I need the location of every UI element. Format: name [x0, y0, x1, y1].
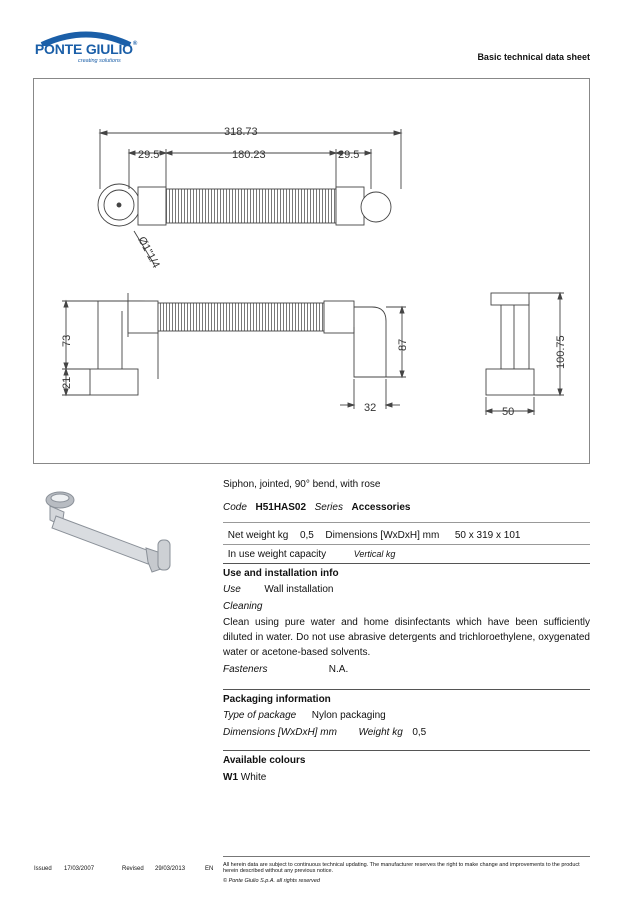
product-description: Siphon, jointed, 90° bend, with rose — [223, 479, 381, 490]
package-type-label: Type of package — [223, 710, 297, 721]
capacity-value: Vertical kg — [353, 549, 396, 559]
colours-heading: Available colours — [223, 755, 306, 766]
technical-drawing — [33, 78, 590, 464]
net-weight-value: 0,5 — [299, 530, 314, 541]
series-label: Series — [314, 502, 343, 513]
dim-right-seg: 29.5 — [338, 149, 360, 161]
dim-w50: 50 — [502, 406, 515, 418]
dim-h73: 73 — [61, 334, 73, 347]
divider — [223, 563, 590, 564]
divider — [223, 522, 590, 523]
dim-w32: 32 — [364, 402, 377, 414]
weight-dimensions-row — [223, 530, 590, 541]
revised-label: Revised — [122, 866, 144, 872]
package-dims-label: Dimensions [WxDxH] mm — [223, 727, 337, 738]
product-photo — [34, 486, 182, 578]
cleaning-text: Clean using pure water and home disinfectants which have been sufficiently diluted in water. Do not use abrasive detergents and trichloroethylene, oxygenated water or acetone-based solvents. — [223, 617, 590, 658]
copyright: © Ponte Giulio S.p.A. all rights reserved — [223, 878, 320, 884]
dim-thread: Ø1"1/4 — [135, 234, 162, 271]
fasteners-label: Fasteners — [223, 664, 268, 675]
dim-h100: 100.75 — [555, 335, 567, 369]
logo-tagline: creating solutions — [78, 58, 121, 64]
drawing-canvas — [34, 79, 591, 465]
cleaning-label: Cleaning — [223, 601, 263, 612]
code-value: H51HAS02 — [255, 502, 307, 513]
package-type-row — [223, 710, 590, 721]
capacity-row — [223, 549, 590, 560]
issued-label: Issued — [34, 866, 52, 872]
fasteners-value: N.A. — [328, 664, 349, 675]
dimensions-label: Dimensions [WxDxH] mm — [325, 530, 440, 541]
colour-item — [223, 772, 590, 783]
net-weight-label: Net weight kg — [227, 530, 289, 541]
divider — [223, 689, 590, 690]
dim-mid-seg: 180.23 — [232, 149, 266, 161]
brand-logo — [34, 30, 138, 70]
divider — [223, 750, 590, 751]
language-code: EN — [205, 866, 214, 872]
dim-overall: 318.73 — [224, 126, 258, 138]
use-value: Wall installation — [264, 584, 334, 595]
issued-date: 17/03/2007 — [64, 866, 95, 872]
disclaimer-note: All herein data are subject to continuous technical updating. The manufacturer reserves the right to make change and improvements to the product herein described without any previous notice. — [223, 862, 580, 874]
series-value: Accessories — [351, 502, 411, 513]
colour-name: White — [240, 772, 267, 783]
document-title: Basic technical data sheet — [477, 52, 590, 62]
package-weight-label: Weight kg — [358, 727, 403, 738]
code-label: Code — [223, 502, 247, 513]
logo-name: PONTE GIULIO® — [34, 41, 138, 57]
divider — [223, 544, 590, 545]
dim-left-seg: 29.5 — [138, 149, 160, 161]
code-series-row — [223, 502, 590, 513]
use-heading: Use and installation info — [223, 568, 339, 579]
footer-divider — [223, 856, 590, 857]
fasteners-row — [223, 664, 590, 675]
revised-date: 29/03/2013 — [155, 866, 186, 872]
capacity-label: In use weight capacity — [227, 549, 327, 560]
dim-h21: 21 — [61, 376, 73, 389]
package-type-value: Nylon packaging — [311, 710, 386, 721]
package-weight-value: 0,5 — [412, 727, 427, 738]
use-row — [223, 584, 590, 595]
use-label: Use — [223, 584, 241, 595]
packaging-heading: Packaging information — [223, 694, 331, 705]
dim-h87: 87 — [397, 338, 409, 351]
dimensions-value: 50 x 319 x 101 — [454, 530, 521, 541]
colour-code: W1 — [223, 772, 238, 783]
package-dims-row — [223, 727, 590, 738]
